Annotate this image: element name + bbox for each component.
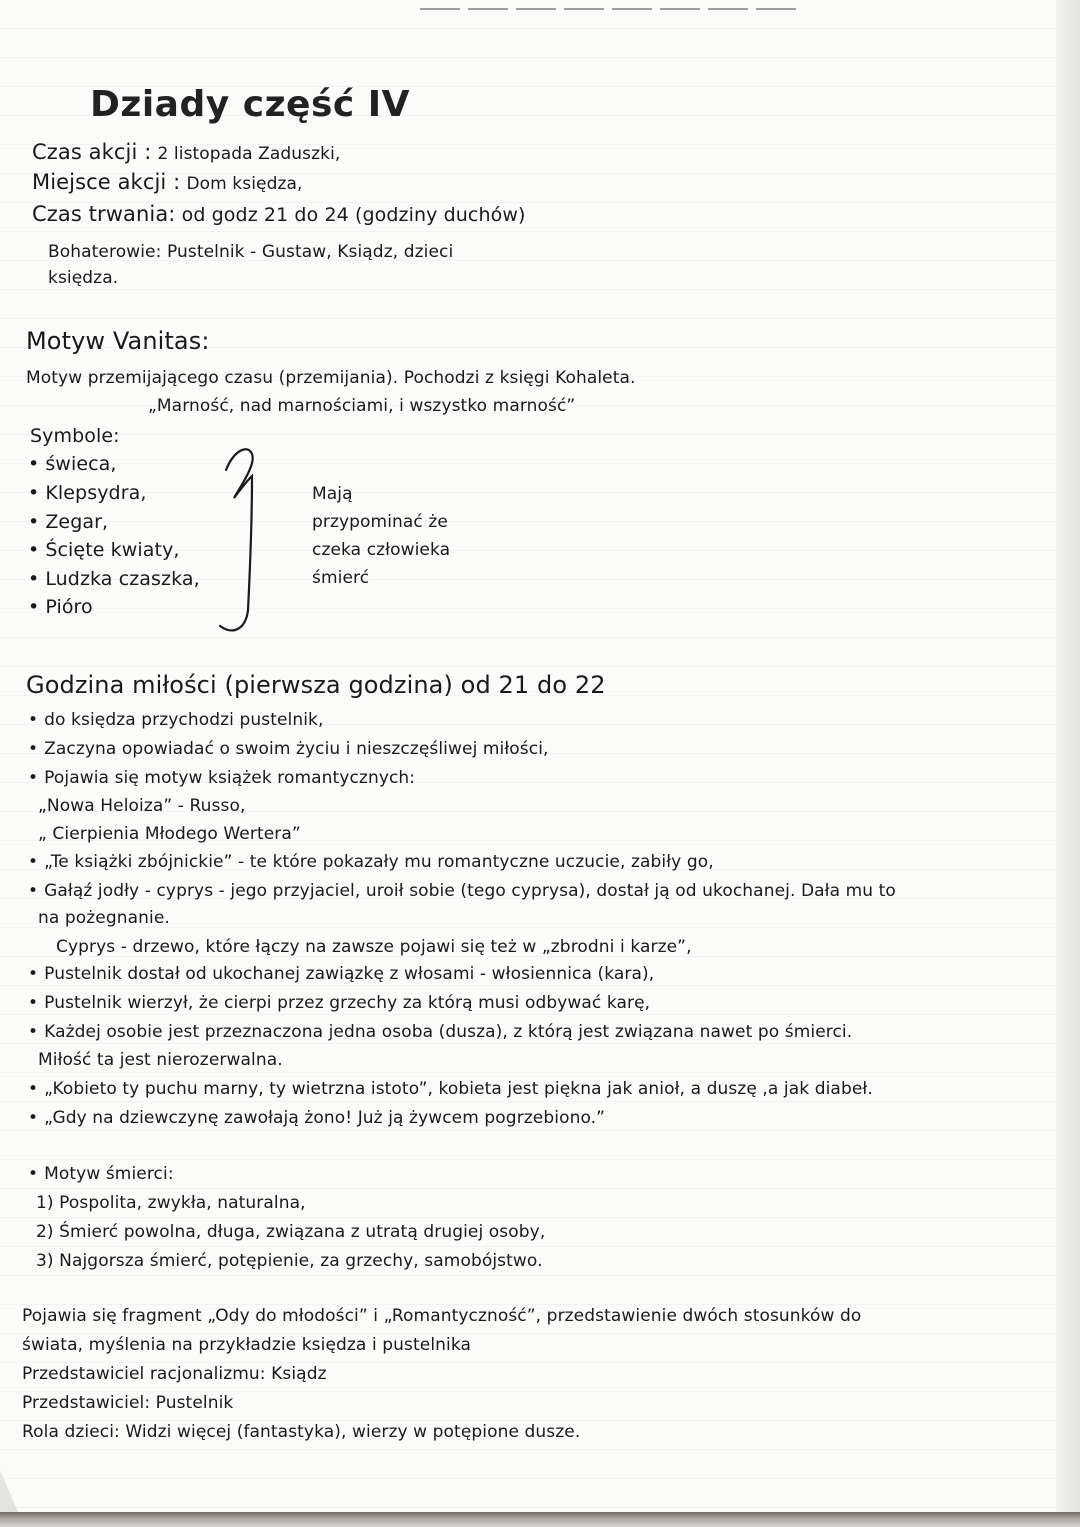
page-title: Dziady część IV [90, 84, 411, 125]
love-hour-line: • Pojawia się motyw książek romantycznych: [28, 766, 415, 790]
closing-line: Rola dzieci: Widzi więcej (fantastyka), wierzy w potępione dusze. [22, 1422, 581, 1442]
closing-line: Przedstawiciel racjonalizmu: Ksiądz [22, 1364, 327, 1384]
death-heading: • Motyw śmierci: [28, 1162, 174, 1186]
closing-line: Pojawia się fragment „Ody do młodości” i „Romantyczność”, przedstawienie dwóch stosunków do [22, 1306, 862, 1326]
love-hour-line: • Pustelnik dostał od ukochanej zawiązkę z włosami - włosiennica (kara), [28, 962, 654, 986]
love-hour-heading: Godzina miłości (pierwsza godzina) od 21 do 22 [26, 671, 606, 699]
curly-brace-icon [212, 440, 272, 640]
symbol-item: • Ścięte kwiaty, [28, 538, 180, 562]
love-hour-line: • do księdza przychodzi pustelnik, [28, 708, 324, 732]
info-value: Dom księdza, [186, 174, 303, 194]
info-label: Czas trwania: [32, 202, 176, 226]
closing-line: świata, myślenia na przykładzie księdza i pustelnika [22, 1335, 472, 1355]
symbols-label: Symbole: [30, 425, 120, 447]
love-hour-line: na pożegnanie. [38, 908, 170, 928]
symbols-meaning-line: czeka człowieka [312, 540, 451, 560]
info-continuation: księdza. [48, 268, 119, 288]
vanitas-heading: Motyw Vanitas: [26, 327, 210, 355]
love-hour-line: • „Kobieto ty puchu marny, ty wietrzna istoto”, kobieta jest piękna jak anioł, a duszę ,a jak diabeł. [28, 1077, 873, 1101]
death-item: 1) Pospolita, zwykła, naturalna, [36, 1193, 306, 1213]
symbol-item: • Pióro [28, 595, 93, 619]
info-czas-trwania [32, 202, 525, 227]
page-bottom-edge [0, 1512, 1080, 1527]
page-edge-line [420, 8, 800, 10]
page-corner-fold [0, 1470, 18, 1512]
symbol-item: • Klepsydra, [28, 481, 147, 505]
info-czas-akcji [32, 140, 340, 166]
love-hour-line: • Gałąź jodły - cyprys - jego przyjaciel, uroił sobie (tego cyprysa), dostał ją od ukochanej. Dała mu to [28, 879, 896, 903]
death-item: 2) Śmierć powolna, długa, związana z utratą drugiej osoby, [36, 1222, 546, 1242]
love-hour-line: • Pustelnik wierzył, że cierpi przez grzechy za którą musi odbywać karę, [28, 991, 650, 1015]
symbols-meaning-line: przypominać że [312, 512, 448, 532]
info-value: Pustelnik - Gustaw, Ksiądz, dzieci [166, 242, 454, 262]
love-hour-line: • „Gdy na dziewczynę zawołają żono! Już ją żywcem pogrzebiono.” [28, 1106, 605, 1130]
love-hour-line: • „Te książki zbójnickie” - te które pokazały mu romantyczne uczucie, zabiły go, [28, 850, 714, 874]
info-label: Miejsce akcji : [32, 170, 181, 194]
info-label: Bohaterowie: [48, 242, 162, 262]
vanitas-description: Motyw przemijającego czasu (przemijania). Pochodzi z księgi Kohaleta. [26, 368, 636, 388]
closing-line: Przedstawiciel: Pustelnik [22, 1393, 234, 1413]
vanitas-quote: „Marność, nad marnościami, i wszystko marność” [148, 396, 576, 416]
love-hour-line: Cyprys - drzewo, które łączy na zawsze pojawi się też w „zbrodni i karze”, [56, 937, 692, 957]
info-label: Czas akcji : [32, 140, 152, 164]
love-hour-line: • Każdej osobie jest przeznaczona jedna osoba (dusza), z którą jest związana nawet po śmierci. [28, 1020, 852, 1044]
death-item: 3) Najgorsza śmierć, potępienie, za grzechy, samobójstwo. [36, 1251, 543, 1271]
info-value: od godz 21 do 24 (godziny duchów) [181, 204, 526, 226]
love-hour-line: „ Cierpienia Młodego Wertera” [38, 824, 301, 844]
symbol-item: • Ludzka czaszka, [28, 567, 200, 591]
love-hour-line: „Nowa Heloiza” - Russo, [38, 796, 246, 816]
love-hour-line: • Zaczyna opowiadać o swoim życiu i nieszczęśliwej miłości, [28, 737, 549, 761]
symbols-meaning-line: śmierć [312, 568, 370, 588]
love-hour-line: Miłość ta jest nierozerwalna. [38, 1050, 283, 1070]
info-miejsce-akcji [32, 170, 303, 196]
symbol-item: • świeca, [28, 452, 117, 476]
symbol-item: • Zegar, [28, 510, 108, 534]
symbols-meaning-line: Mają [312, 484, 353, 504]
info-value: 2 listopada Zaduszki, [157, 144, 341, 164]
info-bohaterowie [48, 240, 453, 264]
